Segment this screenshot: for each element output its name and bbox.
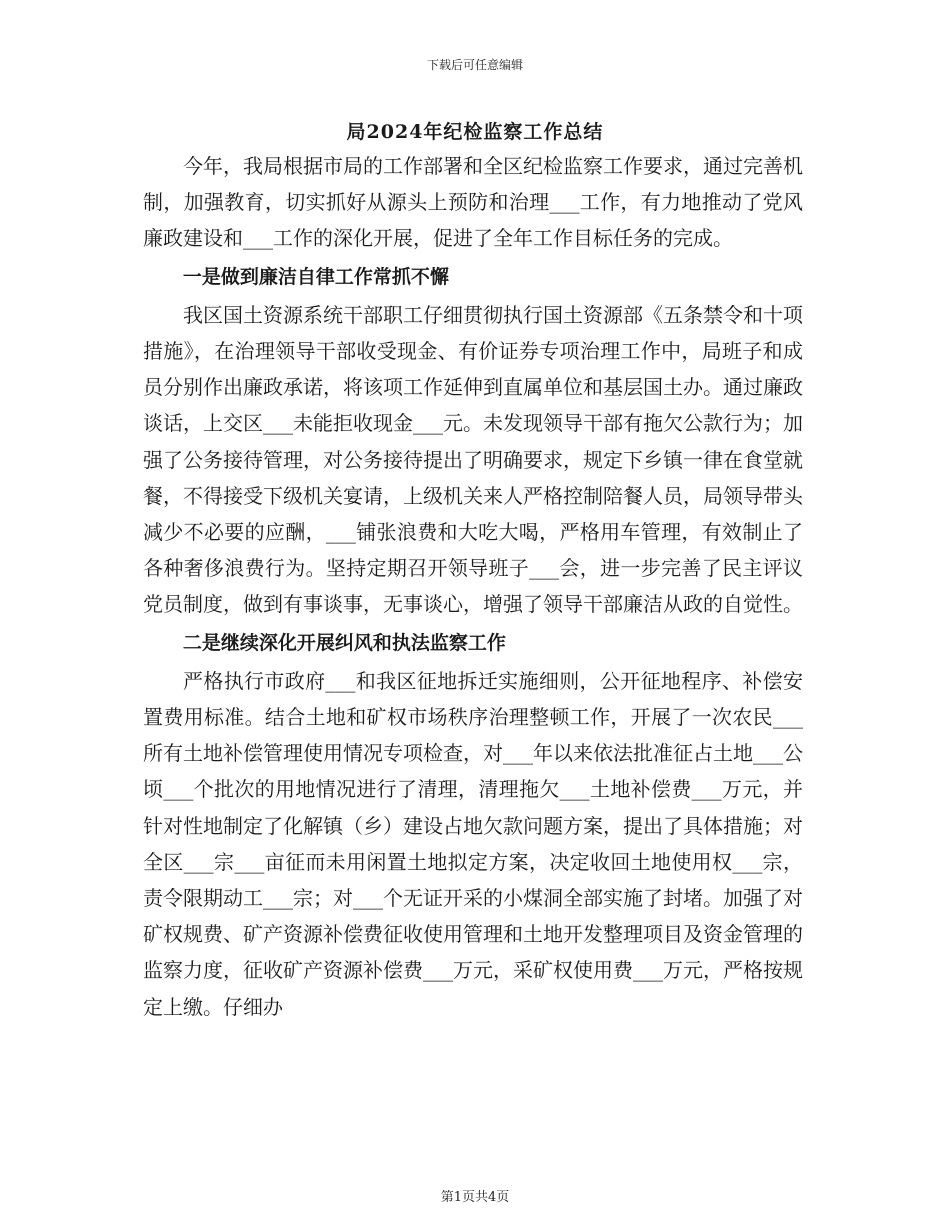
document-title: 局2024年纪检监察工作总结 bbox=[346, 121, 604, 143]
paragraph-section-2: 严格执行市政府___和我区征地拆迁实施细则，公开征地程序、补偿安置费用标准。结合土地和矿权市场秩序治理整顿工作，开展了一次农民___所有土地补偿管理使用情况专项检查，对___年以来依法批准征占土地___公顷___个批次的用地情况进行了清理，清理拖欠___土地补偿费___万元，并针对性地制定了化解镇（乡）建设占地欠款问题方案，提出了具体措施；对全区___宗___亩征而未用闲置土地拟定方案，决定收回土地使用权___宗，责令限期动工___宗；对___个无证开采的小煤洞全部实施了封堵。加强了对矿权规费、矿产资源补偿费征收使用管理和土地开发整理项目及资金管理的监察力度，征收矿产资源补偿费___万元，采矿权使用费___万元，严格按规定上缴。仔细办 bbox=[143, 668, 803, 1019]
document-body bbox=[143, 148, 803, 1025]
paragraph-intro: 今年，我局根据市局的工作部署和全区纪检监察工作要求，通过完善机制，加强教育，切实抓好从源头上预防和治理___工作，有力地推动了党风廉政建设和___工作的深化开展，促进了全年工作目标任务的完成。 bbox=[143, 154, 803, 251]
section-heading-1: 一是做到廉洁自律工作常抓不懈 bbox=[182, 265, 449, 288]
page-number-footer: 第1页共4页 bbox=[440, 1190, 510, 1205]
header-note: 下载后可任意编辑 bbox=[426, 58, 523, 72]
paragraph-section-1: 我区国土资源系统干部职工仔细贯彻执行国土资源部《五条禁令和十项措施》，在治理领导干部收受现金、有价证券专项治理工作中，局班子和成员分别作出廉政承诺，将该项工作延伸到直属单位和基层国土办。通过廉政谈话，上交区___未能拒收现金___元。未发现领导干部有拖欠公款行为；加强了公务接待管理，对公务接待提出了明确要求，规定下乡镇一律在食堂就餐，不得接受下级机关宴请，上级机关来人严格控制陪餐人员，局领导带头减少不必要的应酬，___铺张浪费和大吃大喝，严格用车管理，有效制止了各种奢侈浪费行为。坚持定期召开领导班子___会，进一步完善了民主评议党员制度，做到有事谈事，无事谈心，增强了领导干部廉洁从政的自觉性。 bbox=[143, 302, 803, 617]
section-heading-2: 二是继续深化开展纠风和执法监察工作 bbox=[182, 631, 506, 654]
